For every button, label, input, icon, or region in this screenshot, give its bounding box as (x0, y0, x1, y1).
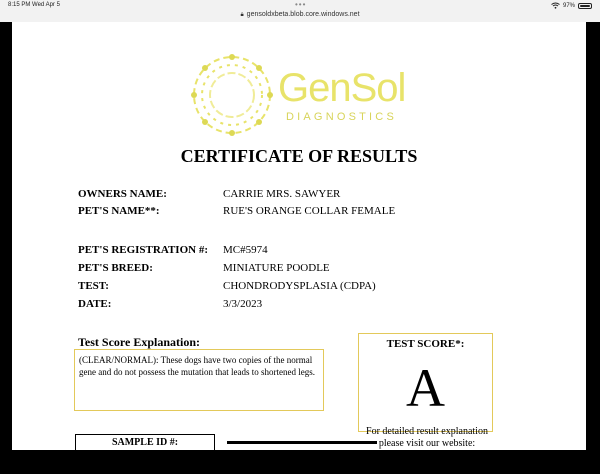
date-value: 3/3/2023 (223, 298, 263, 310)
pet-name-value: RUE'S ORANGE COLLAR FEMALE (223, 205, 396, 217)
battery-percent: 97% (562, 2, 575, 9)
date-label: DATE: (78, 298, 112, 310)
website-note (342, 426, 512, 450)
browser-status-bar (0, 0, 600, 22)
test-label: TEST: (78, 280, 109, 292)
website-note-line2: please visit our website: (378, 438, 476, 449)
test-value: CHONDRODYSPLASIA (CDPA) (223, 280, 376, 292)
status-right (551, 2, 592, 9)
pet-name-label: PET'S NAME**: (78, 205, 160, 217)
owner-name-label: OWNERS NAME: (78, 188, 167, 200)
wifi-icon (551, 2, 560, 9)
registration-value: MC#5974 (223, 244, 268, 256)
logo-tagline: DIAGNOSTICS (286, 111, 397, 123)
breed-label: PET'S BREED: (78, 262, 153, 274)
explanation-text: (CLEAR/NORMAL): These dogs have two copies of the normal gene and do not possess the mutation that leads to shortened legs. (79, 355, 315, 377)
registration-label: PET'S REGISTRATION #: (78, 244, 208, 256)
page-title: CERTIFICATE OF RESULTS (180, 146, 418, 166)
test-score-label: TEST SCORE*: (386, 338, 465, 350)
explanation-title: Test Score Explanation: (78, 335, 201, 349)
sample-id-label: SAMPLE ID #: (111, 437, 179, 448)
test-score-box (358, 333, 493, 432)
explanation-box (74, 349, 324, 411)
address-bar[interactable] (0, 11, 600, 19)
battery-icon (578, 3, 592, 9)
lock-icon: 🔒︎ (240, 12, 244, 18)
status-time: 8:15 PM Wed Apr 5 (8, 2, 60, 8)
website-note-line1: For detailed result explanation (366, 426, 488, 437)
sample-id-box (75, 434, 215, 474)
test-score-value: A (406, 358, 445, 418)
logo-brand-text: GenSol (278, 66, 406, 110)
breed-value: MINIATURE POODLE (223, 262, 330, 274)
certificate-page (12, 22, 586, 450)
more-dots-icon[interactable]: ••• (295, 0, 307, 9)
signature-line (227, 441, 377, 444)
owner-name-value: CARRIE MRS. SAWYER (223, 188, 341, 200)
url-text: gensoldxbeta.blob.core.windows.net (246, 11, 360, 18)
